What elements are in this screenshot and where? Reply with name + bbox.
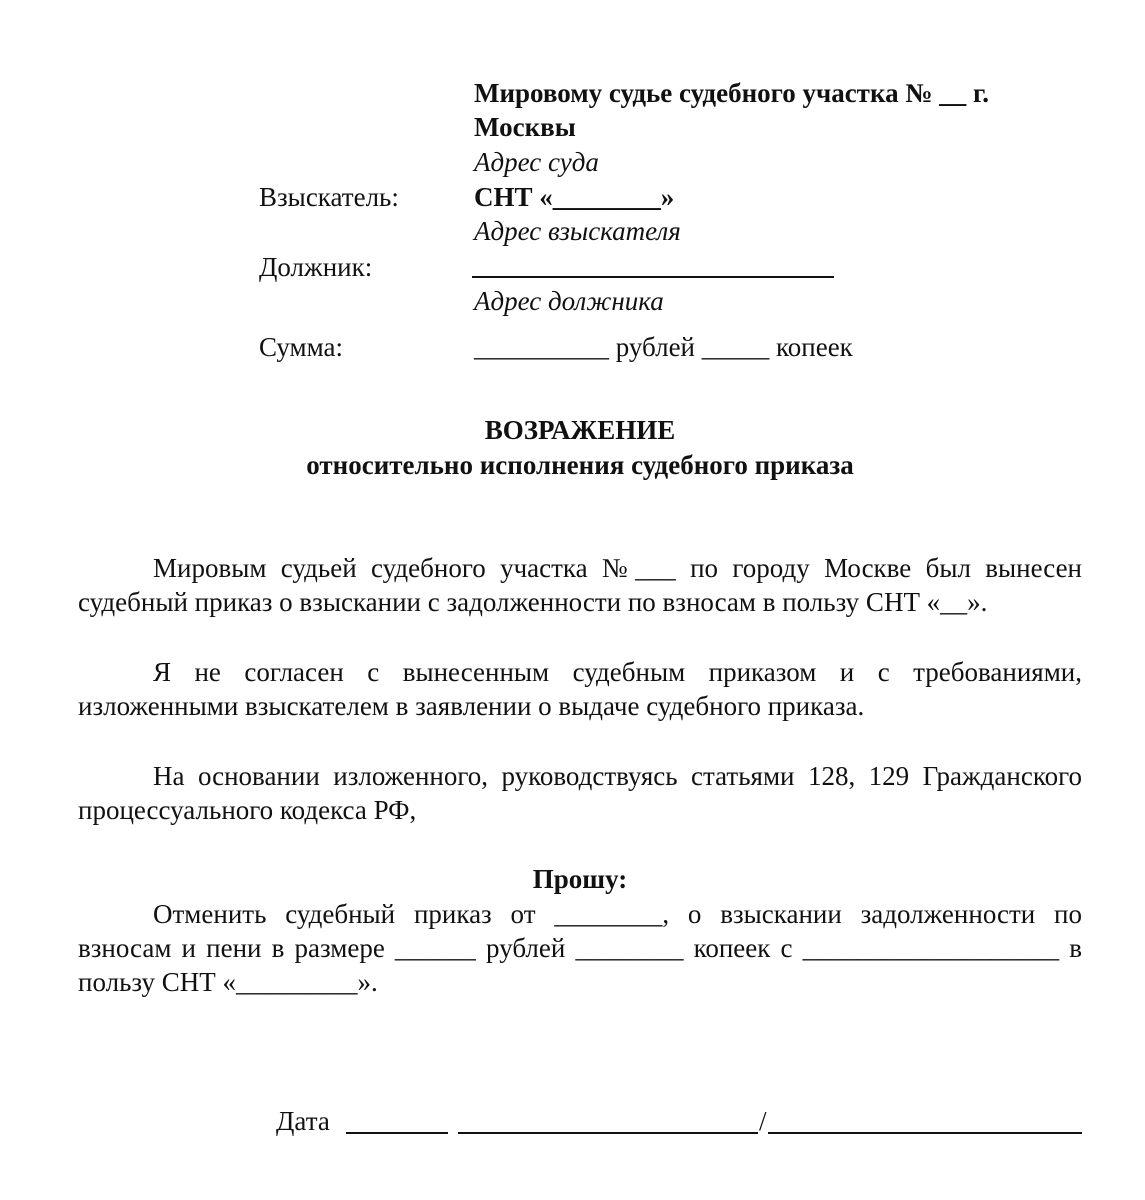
sum-value: __________ рублей _____ копеек bbox=[474, 332, 853, 362]
date-label: Дата bbox=[276, 1106, 330, 1136]
debtor-name-blank bbox=[472, 276, 834, 278]
judge-line-1: Мировому судье судебного участка № __ г. bbox=[474, 78, 989, 108]
judge-line-2: Москвы bbox=[474, 112, 576, 142]
signature-name-blank bbox=[768, 1132, 1082, 1134]
document-subtitle: относительно исполнения судебного приказа bbox=[306, 450, 854, 480]
body-paragraph-1: Мировым судьей судебного участка №___ по городу Москве был вынесен судебный приказ о взыскании с задолженности по взносам в пользу СНТ «__». bbox=[78, 553, 1082, 617]
claimant-value: СНТ «________» bbox=[474, 182, 675, 212]
request-text: Отменить судебный приказ от ________, о взыскании задолженности по взносам и пени в размере ______ рублей ________ копеек с ___________________ в пользу СНТ «_________». bbox=[78, 899, 1082, 997]
request-heading: Прошу: bbox=[532, 864, 628, 894]
claimant-address: Адрес взыскателя bbox=[474, 216, 681, 246]
sum-label: Сумма: bbox=[259, 332, 343, 362]
court-address: Адрес суда bbox=[474, 147, 599, 177]
body-paragraph-3: На основании изложенного, руководствуясь статьями 128, 129 Гражданского процессуального кодекса РФ, bbox=[78, 761, 1082, 825]
debtor-address: Адрес должника bbox=[474, 286, 664, 316]
body-paragraph-2: Я не согласен с вынесенным судебным приказом и с требованиями, изложенными взыскателем в заявлении о выдаче судебного приказа. bbox=[78, 657, 1082, 721]
claimant-label: Взыскатель: bbox=[259, 182, 399, 212]
signature-blank bbox=[458, 1132, 758, 1134]
signature-slash: / bbox=[759, 1106, 767, 1136]
date-blank bbox=[346, 1132, 448, 1134]
debtor-label: Должник: bbox=[259, 252, 373, 282]
document-title: ВОЗРАЖЕНИЕ bbox=[484, 415, 676, 445]
